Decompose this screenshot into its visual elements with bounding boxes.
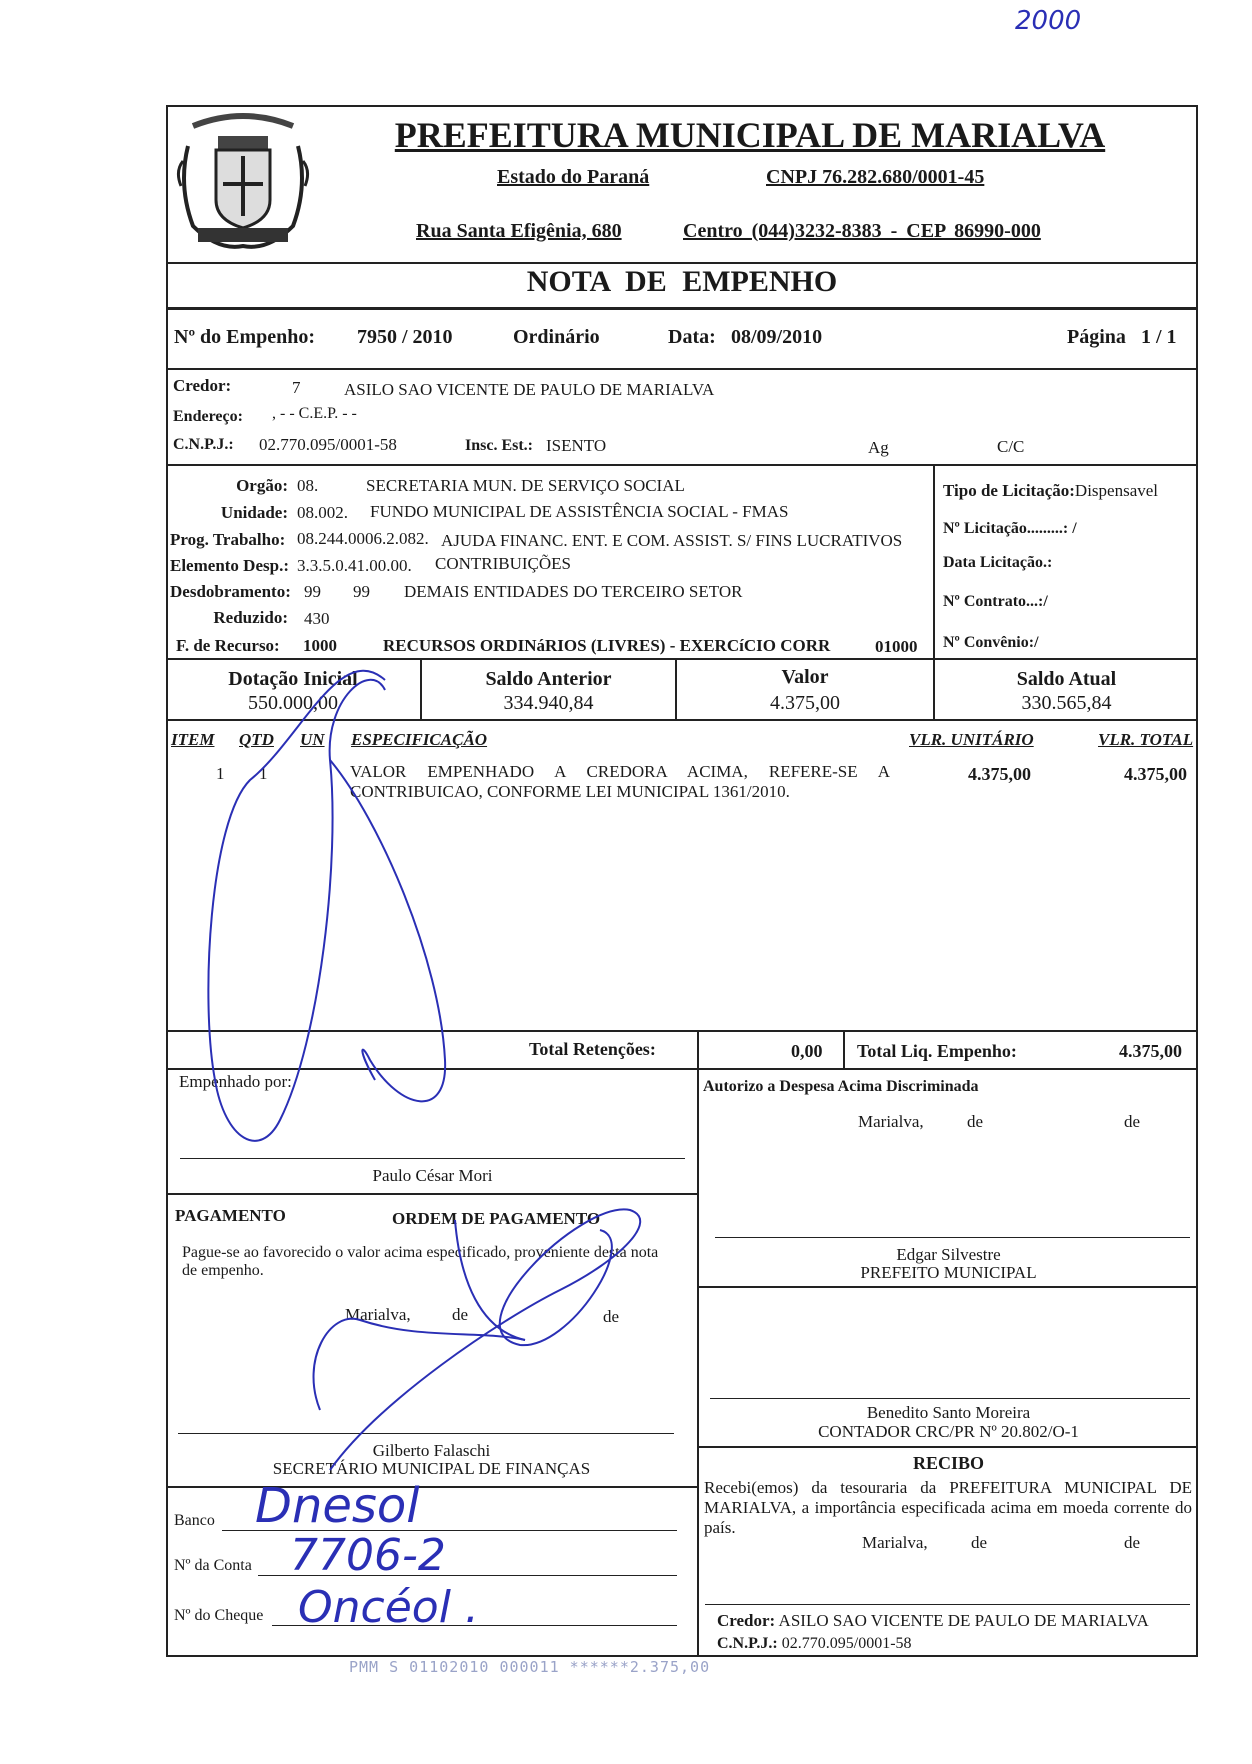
saldo-atual-label: Saldo Atual: [1016, 668, 1117, 690]
secretario-name: Gilberto Falaschi: [372, 1441, 491, 1460]
recibo-de1: de: [971, 1533, 988, 1552]
credor-name: ASILO SAO VICENTE DE PAULO DE MARIALVA: [344, 380, 715, 399]
municipality-contact: Centro (044)3232-8383 - CEP 86990-000: [683, 220, 1041, 242]
liquido-value: 4.375,00: [1119, 1041, 1182, 1061]
fonte-code: 1000: [303, 636, 337, 655]
banco-label: Banco: [174, 1512, 215, 1529]
dotacao-label: Dotação Inicial: [228, 668, 358, 690]
conta-label: Nº da Conta: [174, 1557, 252, 1574]
credor-code: 7: [292, 378, 301, 397]
dotacao-value: 550.000,00: [248, 692, 338, 714]
liquido-label: Total Liq. Empenho:: [857, 1041, 1017, 1061]
empenho-number-label: Nº do Empenho:: [174, 326, 316, 348]
empenhado-label: Empenhado por:: [179, 1072, 292, 1091]
recibo-place: Marialva,: [862, 1533, 928, 1552]
credor-label: Credor:: [173, 376, 232, 395]
recibo-credor: Credor: ASILO SAO VICENTE DE PAULO DE MARIALVA: [717, 1611, 1149, 1630]
autorizo-label: Autorizo a Despesa Acima Discriminada: [703, 1078, 979, 1095]
document-title: NOTA DE EMPENHO: [526, 265, 838, 298]
municipality-title: PREFEITURA MUNICIPAL DE MARIALVA: [394, 115, 1106, 155]
state-name: Estado do Paraná: [497, 166, 650, 188]
col-item: ITEM: [171, 730, 215, 749]
tipo-licitacao: Tipo de Licitação:Dispensavel: [943, 481, 1159, 500]
col-qtd: QTD: [239, 730, 274, 749]
cnpj-value: 02.770.095/0001-58: [259, 435, 397, 454]
row-spec-line1: VALOR EMPENHADO A CREDORA ACIMA, REFERE-SE A: [350, 762, 890, 781]
unidade-label: Unidade:: [220, 503, 288, 522]
endereco-value: , - - C.E.P. - -: [272, 405, 357, 422]
conta-value: 7706-2: [290, 1530, 446, 1581]
secretario-role: SECRETÁRIO MUNICIPAL DE FINANÇAS: [272, 1459, 591, 1478]
elemento-code: 3.3.5.0.41.00.00.: [297, 556, 412, 575]
prog-code: 08.244.0006.2.082.: [297, 529, 429, 548]
unidade-code: 08.002.: [297, 503, 348, 522]
valor-value: 4.375,00: [770, 692, 840, 714]
endereco-label: Endereço:: [173, 408, 243, 425]
autorizo-place: Marialva,: [858, 1112, 924, 1131]
ag-label: Ag: [868, 438, 889, 457]
unidade-name: FUNDO MUNICIPAL DE ASSISTÊNCIA SOCIAL - FMAS: [370, 502, 789, 521]
saldo-anterior-value: 334.940,84: [503, 692, 594, 714]
page-label: Página: [1067, 326, 1126, 348]
row-item: 1: [216, 764, 225, 783]
autorizo-de2: de: [1124, 1112, 1141, 1131]
data-licitacao: Data Licitação.:: [943, 554, 1053, 571]
saldo-atual-value: 330.565,84: [1021, 692, 1112, 714]
prog-name: AJUDA FINANC. ENT. E COM. ASSIST. S/ FINS LUCRATIVOS: [441, 531, 903, 550]
page-value: 1 / 1: [1141, 326, 1177, 348]
recibo-text: Recebi(emos) da tesouraria da PREFEITURA MUNICIPAL DE MARIALVA, a importância especificada acima em moeda corrente do país.: [704, 1478, 1192, 1537]
fonte-name: RECURSOS ORDINáRIOS (LIVRES) - EXERCíCIO CORR: [383, 636, 831, 655]
empenho-type: Ordinário: [513, 326, 600, 348]
row-qtd: 1: [259, 764, 268, 783]
desdobramento-label: Desdobramento:: [170, 582, 291, 601]
ordem-pagamento: ORDEM DE PAGAMENTO: [392, 1209, 601, 1228]
pagamento-text: Pague-se ao favorecido o valor acima especificado, proveniente desta nota de empenho.: [182, 1244, 659, 1279]
row-total: 4.375,00: [1124, 764, 1187, 784]
numero-licitacao: Nº Licitação.........: /: [943, 520, 1077, 537]
col-un: UN: [300, 730, 325, 749]
payment-stamp: PMM S 01102010 000011 ******2.375,00: [349, 1658, 711, 1676]
autorizo-de1: de: [967, 1112, 984, 1131]
date-label: Data:: [668, 326, 716, 348]
cnpj-label: C.N.P.J.:: [173, 436, 234, 453]
row-unit: 4.375,00: [968, 764, 1031, 784]
banco-value: Dnesol: [255, 1478, 420, 1534]
empenho-number: 7950 / 2010: [357, 326, 453, 348]
recibo-de2: de: [1124, 1533, 1141, 1552]
desdobramento-name: DEMAIS ENTIDADES DO TERCEIRO SETOR: [404, 582, 743, 601]
desdobramento-code1: 99: [304, 582, 321, 601]
municipality-cnpj: CNPJ 76.282.680/0001-45: [766, 166, 985, 188]
desdobramento-code2: 99: [353, 582, 370, 601]
reduzido-label: Reduzido:: [213, 608, 288, 627]
retencoes-label: Total Retenções:: [529, 1039, 656, 1059]
cc-label: C/C: [997, 437, 1025, 456]
saldo-anterior-label: Saldo Anterior: [485, 668, 612, 690]
contador-role: CONTADOR CRC/PR Nº 20.802/O-1: [818, 1422, 1079, 1441]
insc-value: ISENTO: [546, 436, 607, 455]
date-value: 08/09/2010: [731, 326, 823, 348]
orgao-name: SECRETARIA MUN. DE SERVIÇO SOCIAL: [366, 476, 685, 495]
orgao-code: 08.: [297, 476, 319, 495]
municipality-address: Rua Santa Efigênia, 680: [416, 220, 622, 242]
numero-contrato: Nº Contrato...:/: [943, 593, 1048, 610]
valor-label: Valor: [781, 666, 829, 688]
col-vlr-unitario: VLR. UNITÁRIO: [909, 730, 1034, 749]
fonte-label: F. de Recurso:: [176, 636, 280, 655]
cheque-value: Oncéol .: [298, 1582, 479, 1633]
handwritten-number: 2000: [1015, 6, 1082, 36]
recibo-cnpj: C.N.P.J.: 02.770.095/0001-58: [717, 1635, 912, 1652]
recibo-title: RECIBO: [912, 1453, 984, 1473]
elemento-name: CONTRIBUIÇÕES: [435, 554, 572, 573]
prefeito-name: Edgar Silvestre: [896, 1245, 1001, 1264]
orgao-label: Orgão:: [236, 476, 288, 495]
col-vlr-total: VLR. TOTAL: [1098, 730, 1194, 749]
retencoes-value: 0,00: [791, 1041, 823, 1061]
empenhado-name: Paulo César Mori: [372, 1166, 493, 1185]
cheque-label: Nº do Cheque: [174, 1607, 264, 1624]
pagamento-label: PAGAMENTO: [175, 1206, 286, 1225]
pagamento-de1: de: [452, 1305, 469, 1324]
elemento-label: Elemento Desp.:: [170, 556, 289, 575]
insc-label: Insc. Est.:: [465, 437, 534, 454]
pagamento-place: Marialva,: [345, 1305, 411, 1324]
reduzido-value: 430: [304, 609, 330, 628]
row-spec-line2: CONTRIBUICAO, CONFORME LEI MUNICIPAL 1361/2010.: [350, 782, 790, 801]
fonte-code2: 01000: [875, 637, 918, 656]
prefeito-role: PREFEITO MUNICIPAL: [860, 1263, 1037, 1282]
numero-convenio: Nº Convênio:/: [943, 634, 1039, 651]
contador-name: Benedito Santo Moreira: [866, 1403, 1031, 1422]
pagamento-de2: de: [603, 1307, 620, 1326]
prog-label: Prog. Trabalho:: [170, 530, 286, 549]
col-especificacao: ESPECIFICAÇÃO: [351, 730, 488, 749]
